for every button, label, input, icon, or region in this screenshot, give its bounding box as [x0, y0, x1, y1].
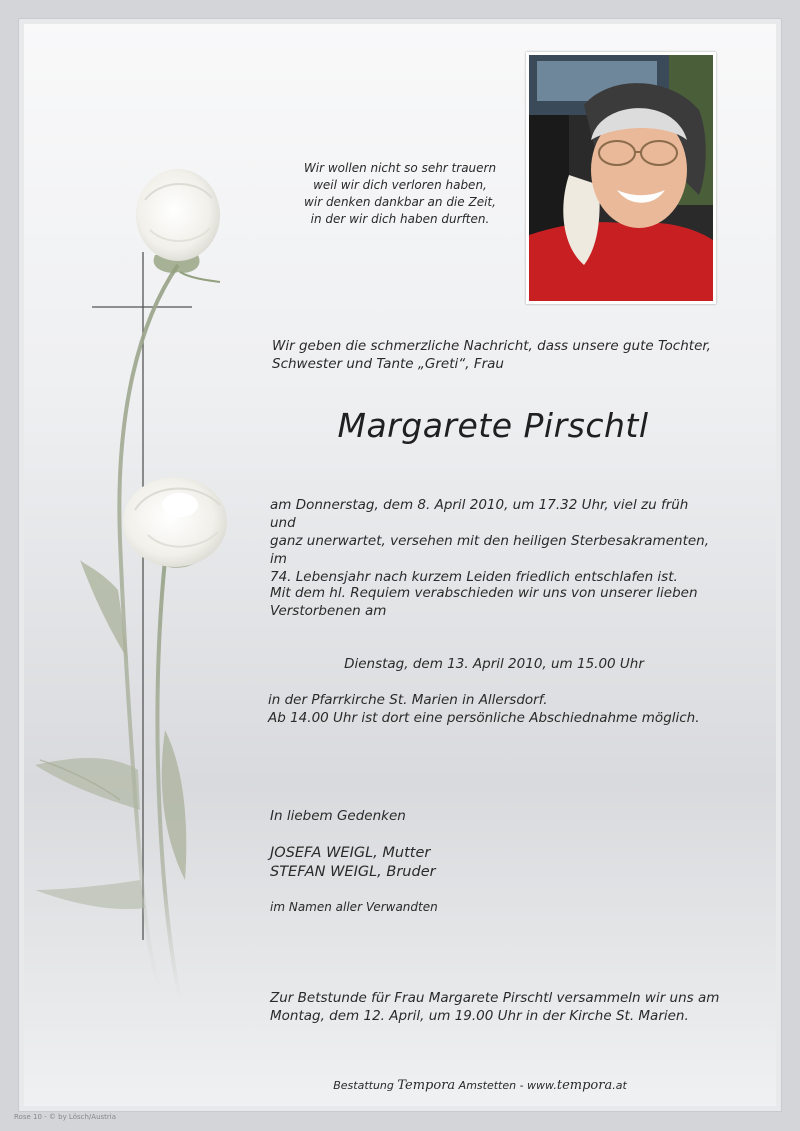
prayer-line: Zur Betstunde für Frau Margarete Pirschtl versammeln wir uns am [270, 990, 720, 1006]
intro-line: Wir geben die schmerzliche Nachricht, dass unsere gute Tochter, [272, 338, 711, 354]
funeral-home-footer [300, 1078, 660, 1093]
mourner-entry: STEFAN WEIGL, Bruder [270, 864, 436, 880]
portrait-photo [526, 52, 716, 304]
death-line: 74. Lebensjahr nach kurzem Leiden friedlich entschlafen ist. [270, 569, 678, 585]
requiem-line: Verstorbenen am [270, 603, 387, 619]
footer-brand: Tempora [397, 1078, 456, 1093]
place-line: Ab 14.00 Uhr ist dort eine persönliche Abschiednahme möglich. [268, 710, 700, 726]
prayer-line: Montag, dem 12. April, um 19.00 Uhr in der Kirche St. Marien. [270, 1008, 689, 1024]
portrait-image [529, 55, 713, 301]
footer-prefix: Bestattung [333, 1079, 394, 1092]
requiem-text [270, 584, 718, 620]
footer-suffix: Amstetten - www. [458, 1079, 557, 1092]
death-notice-text [270, 496, 718, 586]
quote-line: weil wir dich verloren haben, [313, 178, 487, 192]
mourners-list [270, 844, 436, 882]
deceased-name: Margarete Pirschtl [337, 406, 649, 445]
place-line: in der Pfarrkirche St. Marien in Allersdorf. [268, 692, 548, 708]
leaf-icon [35, 880, 145, 909]
requiem-line: Mit dem hl. Requiem verabschieden wir uns von unserer lieben [270, 585, 698, 601]
rose-bud-top-icon [136, 169, 230, 282]
death-line: ganz unerwartet, versehen mit den heiligen Sterbesakramenten, im [270, 533, 710, 567]
prayer-notice [270, 989, 720, 1025]
white-rose-cross-icon [20, 160, 240, 1010]
quote-line: wir denken dankbar an die Zeit, [304, 195, 496, 209]
poem-quote [280, 160, 520, 228]
relatives-note: im Namen aller Verwandten [270, 900, 438, 914]
quote-line: in der wir dich haben durften. [310, 212, 490, 226]
leaf-icon [162, 730, 187, 880]
mourner-entry: JOSEFA WEIGL, Mutter [270, 845, 431, 861]
footer-url-brand: tempora [556, 1078, 613, 1093]
death-line: am Donnerstag, dem 8. April 2010, um 17.32 Uhr, viel zu früh und [270, 497, 689, 531]
copyright-note: Rose 10 - © by Lösch/Austria [14, 1113, 117, 1121]
footer-url-tld: .at [612, 1079, 627, 1092]
funeral-date: Dienstag, dem 13. April 2010, um 15.00 Uhr [344, 656, 644, 672]
mourners-heading: In liebem Gedenken [270, 808, 406, 824]
intro-text [272, 337, 718, 373]
intro-line: Schwester und Tante „Greti“, Frau [272, 356, 504, 372]
rose-open-icon [123, 477, 227, 568]
quote-line: Wir wollen nicht so sehr trauern [303, 161, 497, 175]
leaf-icon [35, 758, 140, 810]
funeral-place [268, 691, 718, 727]
rose-stem-top [119, 265, 178, 990]
